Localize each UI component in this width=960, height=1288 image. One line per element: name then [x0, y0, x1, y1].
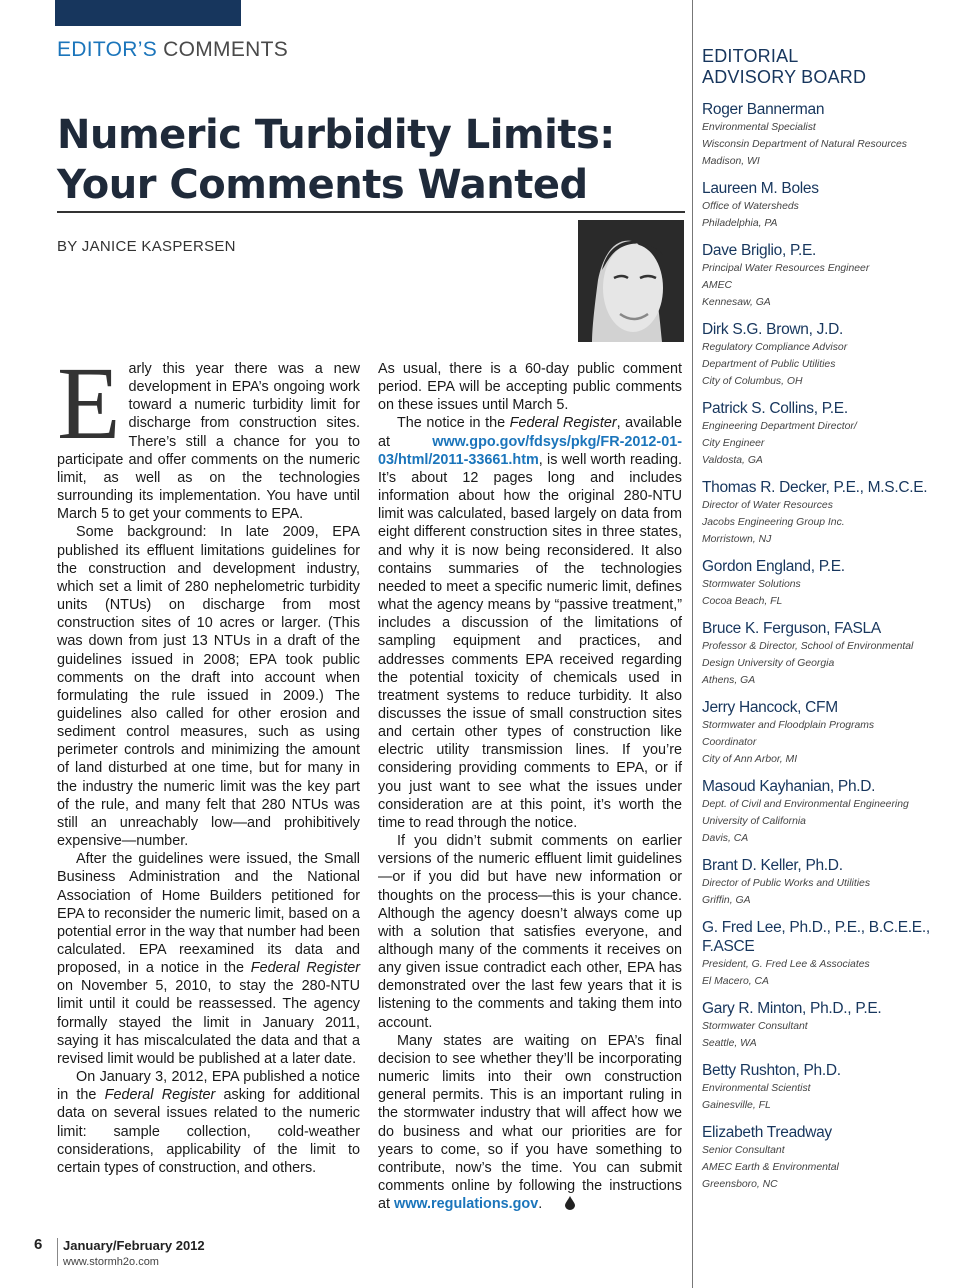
member-detail: Senior Consultant	[702, 1145, 785, 1156]
member-detail: Philadelphia, PA	[702, 218, 778, 229]
member-detail: Office of Watersheds	[702, 201, 799, 212]
paragraph-6: The notice in the Federal Register, available at www.gpo.gov/fdsys/pkg/FR-2012-01-03/html/2011-33661.htm, is well worth reading. It’s about 12 pages long and includes information about how the original 280-NTU limit was calculated, based largely on data from eight different construction sites in three states, and why it is now being reconsidered. It also contains summaries of the technologies needed to meet a specific numeric limit, defines what the agency means by “passive treatment,” includes a discussion of the limitations of sampling equipment and practices, and addresses comments EPA received regarding the potential toxicity of chemicals used in treatment systems to reduce turbidity. It also discusses the issue of small construction sites and certain other types of construction like electric utility transmission lines. If you’re considering providing comments to EPA, or if you just want to see what the issues under consideration are at this point, it’s worth the time to read through the notice.	[378, 415, 682, 831]
board-member	[702, 1123, 952, 1193]
footer-divider	[57, 1238, 58, 1266]
member-detail: Davis, CA	[702, 833, 749, 844]
member-detail: Kennesaw, GA	[702, 297, 771, 308]
site-url: www.stormh2o.com	[63, 1256, 159, 1268]
water-drop-icon	[546, 1196, 575, 1215]
member-detail: City Engineer	[702, 438, 765, 449]
member-detail: Valdosta, GA	[702, 455, 763, 466]
member-name: Gary R. Minton, Ph.D., P.E.	[702, 1000, 882, 1017]
paragraph-4: On January 3, 2012, EPA published a notice in the Federal Register asking for additional data on several issues related to the numeric limit: sample collection, cold-weather considerations, applicability of the limit to certain types of construction, and others.	[57, 1069, 360, 1176]
member-detail: Stormwater and Floodplain Programs	[702, 720, 875, 731]
member-detail: Gainesville, FL	[702, 1100, 771, 1111]
board-member	[702, 1061, 952, 1114]
member-name: Brant D. Keller, Ph.D.	[702, 857, 843, 874]
paragraph-2: Some background: In late 2009, EPA published its effluent limitations guidelines for the construction and development industry, which set a limit of 280 nephelometric turbidity units (NTUs) on discharge from most construction sites of 10 acres or larger. (This was down from just 13 NTUs in a draft of the guidelines issued in 2008; EPA took public comments on the draft into account when formulating the rule issued in 2009.) The guidelines also called for other erosion and sediment control measures, such as using perimeter controls and minimizing the amount of land disturbed at one time, but for many in the industry the numeric limit was the key part of the rule, and many felt that 280 NTUs was still an unreachably low—and prohibitively expensive—number.	[57, 524, 360, 850]
board-member	[702, 399, 952, 469]
board-member	[702, 856, 952, 909]
board-member	[702, 241, 952, 311]
member-detail: Seattle, WA	[702, 1038, 757, 1049]
member-name: Gordon England, P.E.	[702, 558, 845, 575]
member-detail: University of California	[702, 816, 806, 827]
member-detail: City of Ann Arbor, MI	[702, 754, 798, 765]
member-detail: AMEC Earth & Environmental	[702, 1162, 839, 1173]
member-detail: Greensboro, NC	[702, 1179, 778, 1190]
board-member	[702, 999, 952, 1052]
article-title	[57, 110, 657, 210]
board-member	[702, 100, 952, 170]
member-name: Roger Bannerman	[702, 101, 825, 118]
member-detail: Jacobs Engineering Group Inc.	[702, 517, 845, 528]
column-divider	[692, 0, 693, 1288]
member-detail: Cocoa Beach, FL	[702, 596, 783, 607]
sidebar-title: EDITORIAL ADVISORY BOARD	[702, 46, 867, 87]
member-detail: Griffin, GA	[702, 895, 751, 906]
member-detail: Department of Public Utilities	[702, 359, 836, 370]
gpo-link[interactable]: www.gpo.gov/fdsys/pkg/FR-2012-01-03/html/2011-33661.htm	[378, 433, 682, 468]
member-detail: Engineering Department Director/	[702, 421, 857, 432]
member-detail: Coordinator	[702, 737, 757, 748]
member-name: Patrick S. Collins, P.E.	[702, 400, 848, 417]
member-detail: El Macero, CA	[702, 976, 769, 987]
member-detail: Environmental Specialist	[702, 122, 816, 133]
title-line-1: Numeric Turbidity Limits:	[57, 112, 615, 158]
board-member	[702, 320, 952, 390]
member-name: Betty Rushton, Ph.D.	[702, 1062, 841, 1079]
member-detail: AMEC	[702, 280, 733, 291]
member-name: Laureen M. Boles	[702, 180, 819, 197]
member-name: Masoud Kayhanian, Ph.D.	[702, 778, 876, 795]
member-name: Dave Briglio, P.E.	[702, 242, 817, 259]
member-list	[702, 100, 952, 1193]
member-name: Jerry Hancock, CFM	[702, 699, 838, 716]
section-label: EDITOR’S COMMENTS	[57, 38, 289, 61]
paragraph-7: If you didn’t submit comments on earlier versions of the numeric effluent limit guidelines—or if you did but have new information or thoughts on the process—this is your chance. Although the agency doesn’t always come up with a solution that satisfies everyone, and although many of the comments it receives on any given issue contradict each other, EPA has demonstrated over the last few years that it is listening to the comments and taking them into account.	[378, 833, 682, 1031]
member-detail: Environmental Scientist	[702, 1083, 811, 1094]
member-name: Dirk S.G. Brown, J.D.	[702, 321, 843, 338]
member-detail: Stormwater Solutions	[702, 579, 801, 590]
member-detail: City of Columbus, OH	[702, 376, 803, 387]
author-photo	[578, 220, 684, 342]
page-number: 6	[34, 1236, 43, 1253]
byline: BY JANICE KASPERSEN	[57, 238, 236, 255]
member-detail: Dept. of Civil and Environmental Engineering	[702, 799, 909, 810]
paragraph-1: Early this year there was a new development in EPA’s ongoing work toward a numeric turbidity limit for discharge from construction sites. There’s still a chance for you to participate and offer comments on the numeric limit, as well as on the technologies surrounding its implementation. You have until March 5 to get your comments to EPA.	[57, 346, 360, 523]
board-member	[702, 918, 952, 990]
title-rule	[57, 211, 685, 213]
paragraph-8: Many states are waiting on EPA’s final decision to see whether they’ll be incorporating numeric limits into their own construction general permits. This is an important ruling in the stormwater industry that will affect how we do business and what our priorities are for years to come, so if you have something to contribute, now’s the time. You can submit comments online by following the instructions at www.regulations.gov.	[378, 1032, 682, 1216]
member-detail: President, G. Fred Lee & Associates	[702, 959, 870, 970]
member-detail: Director of Water Resources	[702, 500, 833, 511]
title-line-2: Your Comments Wanted	[57, 162, 588, 208]
member-detail: Morristown, NJ	[702, 534, 772, 545]
member-detail: Principal Water Resources Engineer	[702, 263, 870, 274]
member-detail: Regulatory Compliance Advisor	[702, 342, 848, 353]
member-name: Thomas R. Decker, P.E., M.S.C.E.	[702, 479, 928, 496]
member-detail: Madison, WI	[702, 156, 760, 167]
board-member	[702, 179, 952, 232]
drop-cap: E	[57, 346, 121, 461]
federal-register-ref: Federal Register	[104, 1087, 216, 1104]
board-member	[702, 698, 952, 768]
member-detail: Stormwater Consultant	[702, 1021, 808, 1032]
column-1	[57, 346, 360, 1177]
editorial-advisory-board	[702, 46, 952, 1202]
board-member	[702, 478, 952, 548]
member-detail: Design University of Georgia	[702, 658, 835, 669]
column-2	[378, 360, 682, 1215]
board-member	[702, 777, 952, 847]
federal-register-ref: Federal Register	[250, 960, 360, 977]
member-name: G. Fred Lee, Ph.D., P.E., B.C.E.E., F.ASCE	[702, 919, 930, 955]
paragraph-5: As usual, there is a 60-day public comment period. EPA will be accepting public comments on these issues until March 5.	[378, 361, 682, 414]
issue-date: January/February 2012	[63, 1238, 205, 1253]
paragraph-3: After the guidelines were issued, the Small Business Administration and the National Association of Home Builders petitioned for EPA to reconsider the numeric limit, based on a potential error in the way that number had been calculated. EPA reexamined its data and proposed, in a notice in the Federal Register on November 5, 2010, to stay the 280-NTU limit until it could be reassessed. The agency formally stayed the limit in January 2011, saying it has miscalculated the data and that a revised limit would be published at a later date.	[57, 851, 360, 1067]
federal-register-ref: Federal Register	[509, 415, 617, 432]
board-member	[702, 619, 952, 689]
member-detail: Professor & Director, School of Environmental	[702, 641, 914, 652]
member-detail: Director of Public Works and Utilities	[702, 878, 871, 889]
member-detail: Wisconsin Department of Natural Resources	[702, 139, 907, 150]
member-name: Elizabeth Treadway	[702, 1124, 832, 1141]
board-member	[702, 557, 952, 610]
member-detail: Athens, GA	[702, 675, 756, 686]
header-bar	[55, 0, 241, 26]
regulations-link[interactable]: www.regulations.gov	[394, 1196, 539, 1213]
member-name: Bruce K. Ferguson, FASLA	[702, 620, 881, 637]
